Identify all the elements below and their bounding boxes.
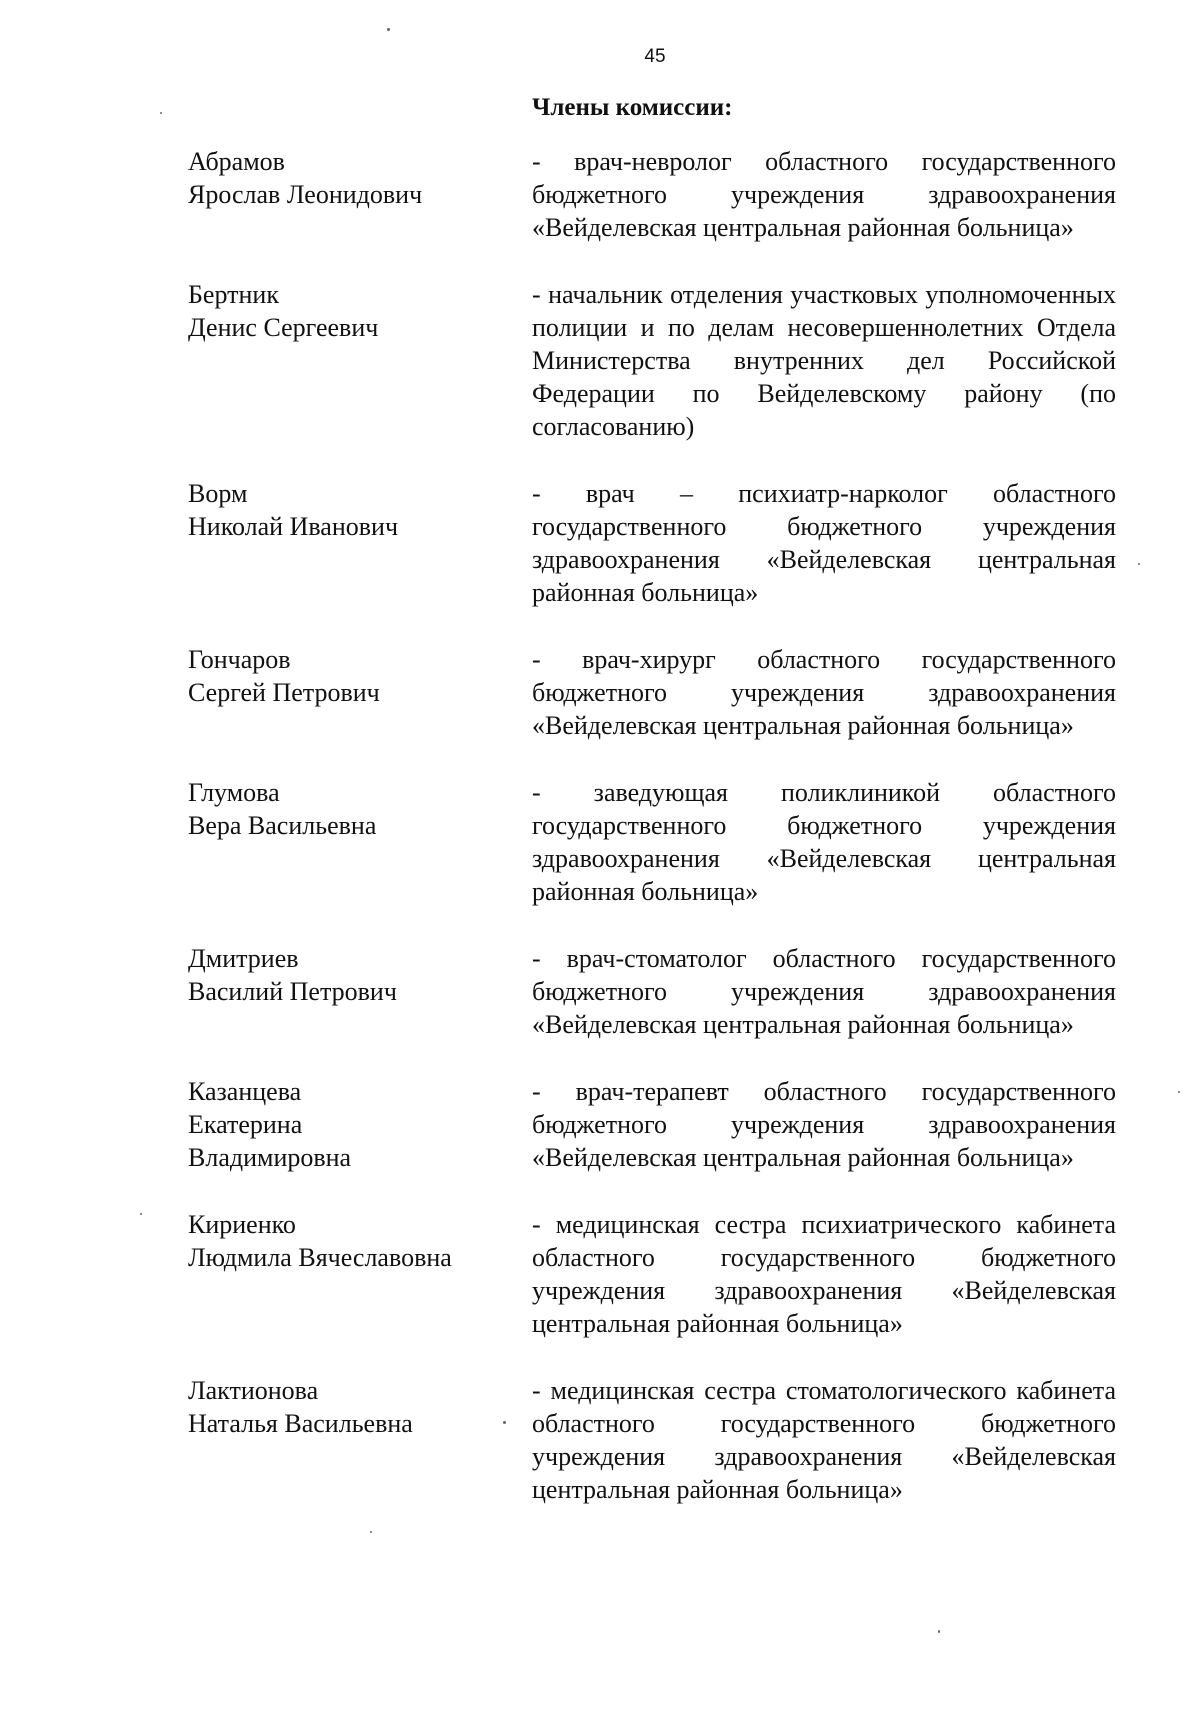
page-number: 45 — [644, 46, 666, 67]
member-given-names: Денис Сергеевич — [188, 313, 379, 342]
member-surname: Казанцева — [188, 1077, 302, 1106]
member-row — [188, 1374, 1116, 1506]
member-name — [188, 776, 532, 908]
member-role: - врач – психиатр-нарколог областного государственного бюджетного учреждения здравоохранения «Вейделевская центральная районная больница» — [532, 479, 1116, 607]
member-role: - заведующая поликлиникой областного государственного бюджетного учреждения здравоохранения «Вейделевская центральная районная больница» — [532, 778, 1116, 906]
scan-speck — [503, 1421, 506, 1424]
member-name — [188, 1374, 532, 1506]
scan-speck — [1178, 1091, 1180, 1093]
member-name — [188, 643, 532, 742]
section-heading: Члены комиссии: — [532, 94, 733, 121]
member-row — [188, 643, 1116, 742]
member-row — [188, 278, 1116, 443]
member-row — [188, 477, 1116, 609]
member-given-names: Сергей Петрович — [188, 678, 380, 707]
member-given-names: Наталья Васильевна — [188, 1409, 413, 1438]
scan-speck — [160, 112, 162, 114]
member-role: - врач-стоматолог областного государственного бюджетного учреждения здравоохранения «Вейделевская центральная районная больница» — [532, 944, 1116, 1039]
member-name — [188, 477, 532, 609]
scan-speck — [370, 1531, 372, 1533]
member-patronymic: Владимировна — [188, 1143, 352, 1172]
member-surname: Дмитриев — [188, 944, 299, 973]
member-role: - медицинская сестра психиатрического кабинета областного государственного бюджетного учреждения здравоохранения «Вейделевская центральная районная больница» — [532, 1210, 1116, 1338]
member-surname: Бертник — [188, 280, 279, 309]
scan-speck — [938, 1630, 940, 1633]
member-surname: Глумова — [188, 778, 280, 807]
member-name — [188, 1075, 532, 1174]
member-given-names: Вера Васильевна — [188, 811, 377, 840]
member-role: - медицинская сестра стоматологического кабинета областного государственного бюджетного учреждения здравоохранения «Вейделевская центральная районная больница» — [532, 1376, 1116, 1504]
member-row — [188, 942, 1116, 1041]
member-given-names: Василий Петрович — [188, 977, 397, 1006]
member-surname: Ворм — [188, 479, 248, 508]
member-role: - врач-хирург областного государственного бюджетного учреждения здравоохранения «Вейделевская центральная районная больница» — [532, 645, 1116, 740]
member-name — [188, 278, 532, 443]
member-role: - врач-терапевт областного государственного бюджетного учреждения здравоохранения «Вейделевская центральная районная больница» — [532, 1077, 1116, 1172]
member-role: - начальник отделения участковых уполномоченных полиции и по делам несовершеннолетних Отдела Министерства внутренних дел Российской Федерации по Вейделевскому району (по согласованию) — [532, 280, 1116, 441]
member-given-names: Ярослав Леонидович — [188, 180, 423, 209]
member-surname: Абрамов — [188, 147, 285, 176]
member-row — [188, 776, 1116, 908]
member-row — [188, 145, 1116, 244]
member-row — [188, 1075, 1116, 1174]
member-surname: Кириенко — [188, 1210, 296, 1239]
member-given-name: Екатерина — [188, 1110, 303, 1139]
member-name — [188, 1208, 532, 1340]
members-list — [188, 145, 1116, 1540]
member-name — [188, 145, 532, 244]
member-name — [188, 942, 532, 1041]
member-given-names: Людмила Вячеславовна — [188, 1243, 452, 1272]
member-surname: Лактионова — [188, 1376, 319, 1405]
scan-speck — [140, 1213, 142, 1215]
member-surname: Гончаров — [188, 645, 291, 674]
scan-speck — [387, 28, 390, 31]
member-role: - врач-невролог областного государственного бюджетного учреждения здравоохранения «Вейделевская центральная районная больница» — [532, 147, 1116, 242]
member-row — [188, 1208, 1116, 1340]
member-given-names: Николай Иванович — [188, 512, 399, 541]
scan-speck — [1138, 563, 1140, 565]
